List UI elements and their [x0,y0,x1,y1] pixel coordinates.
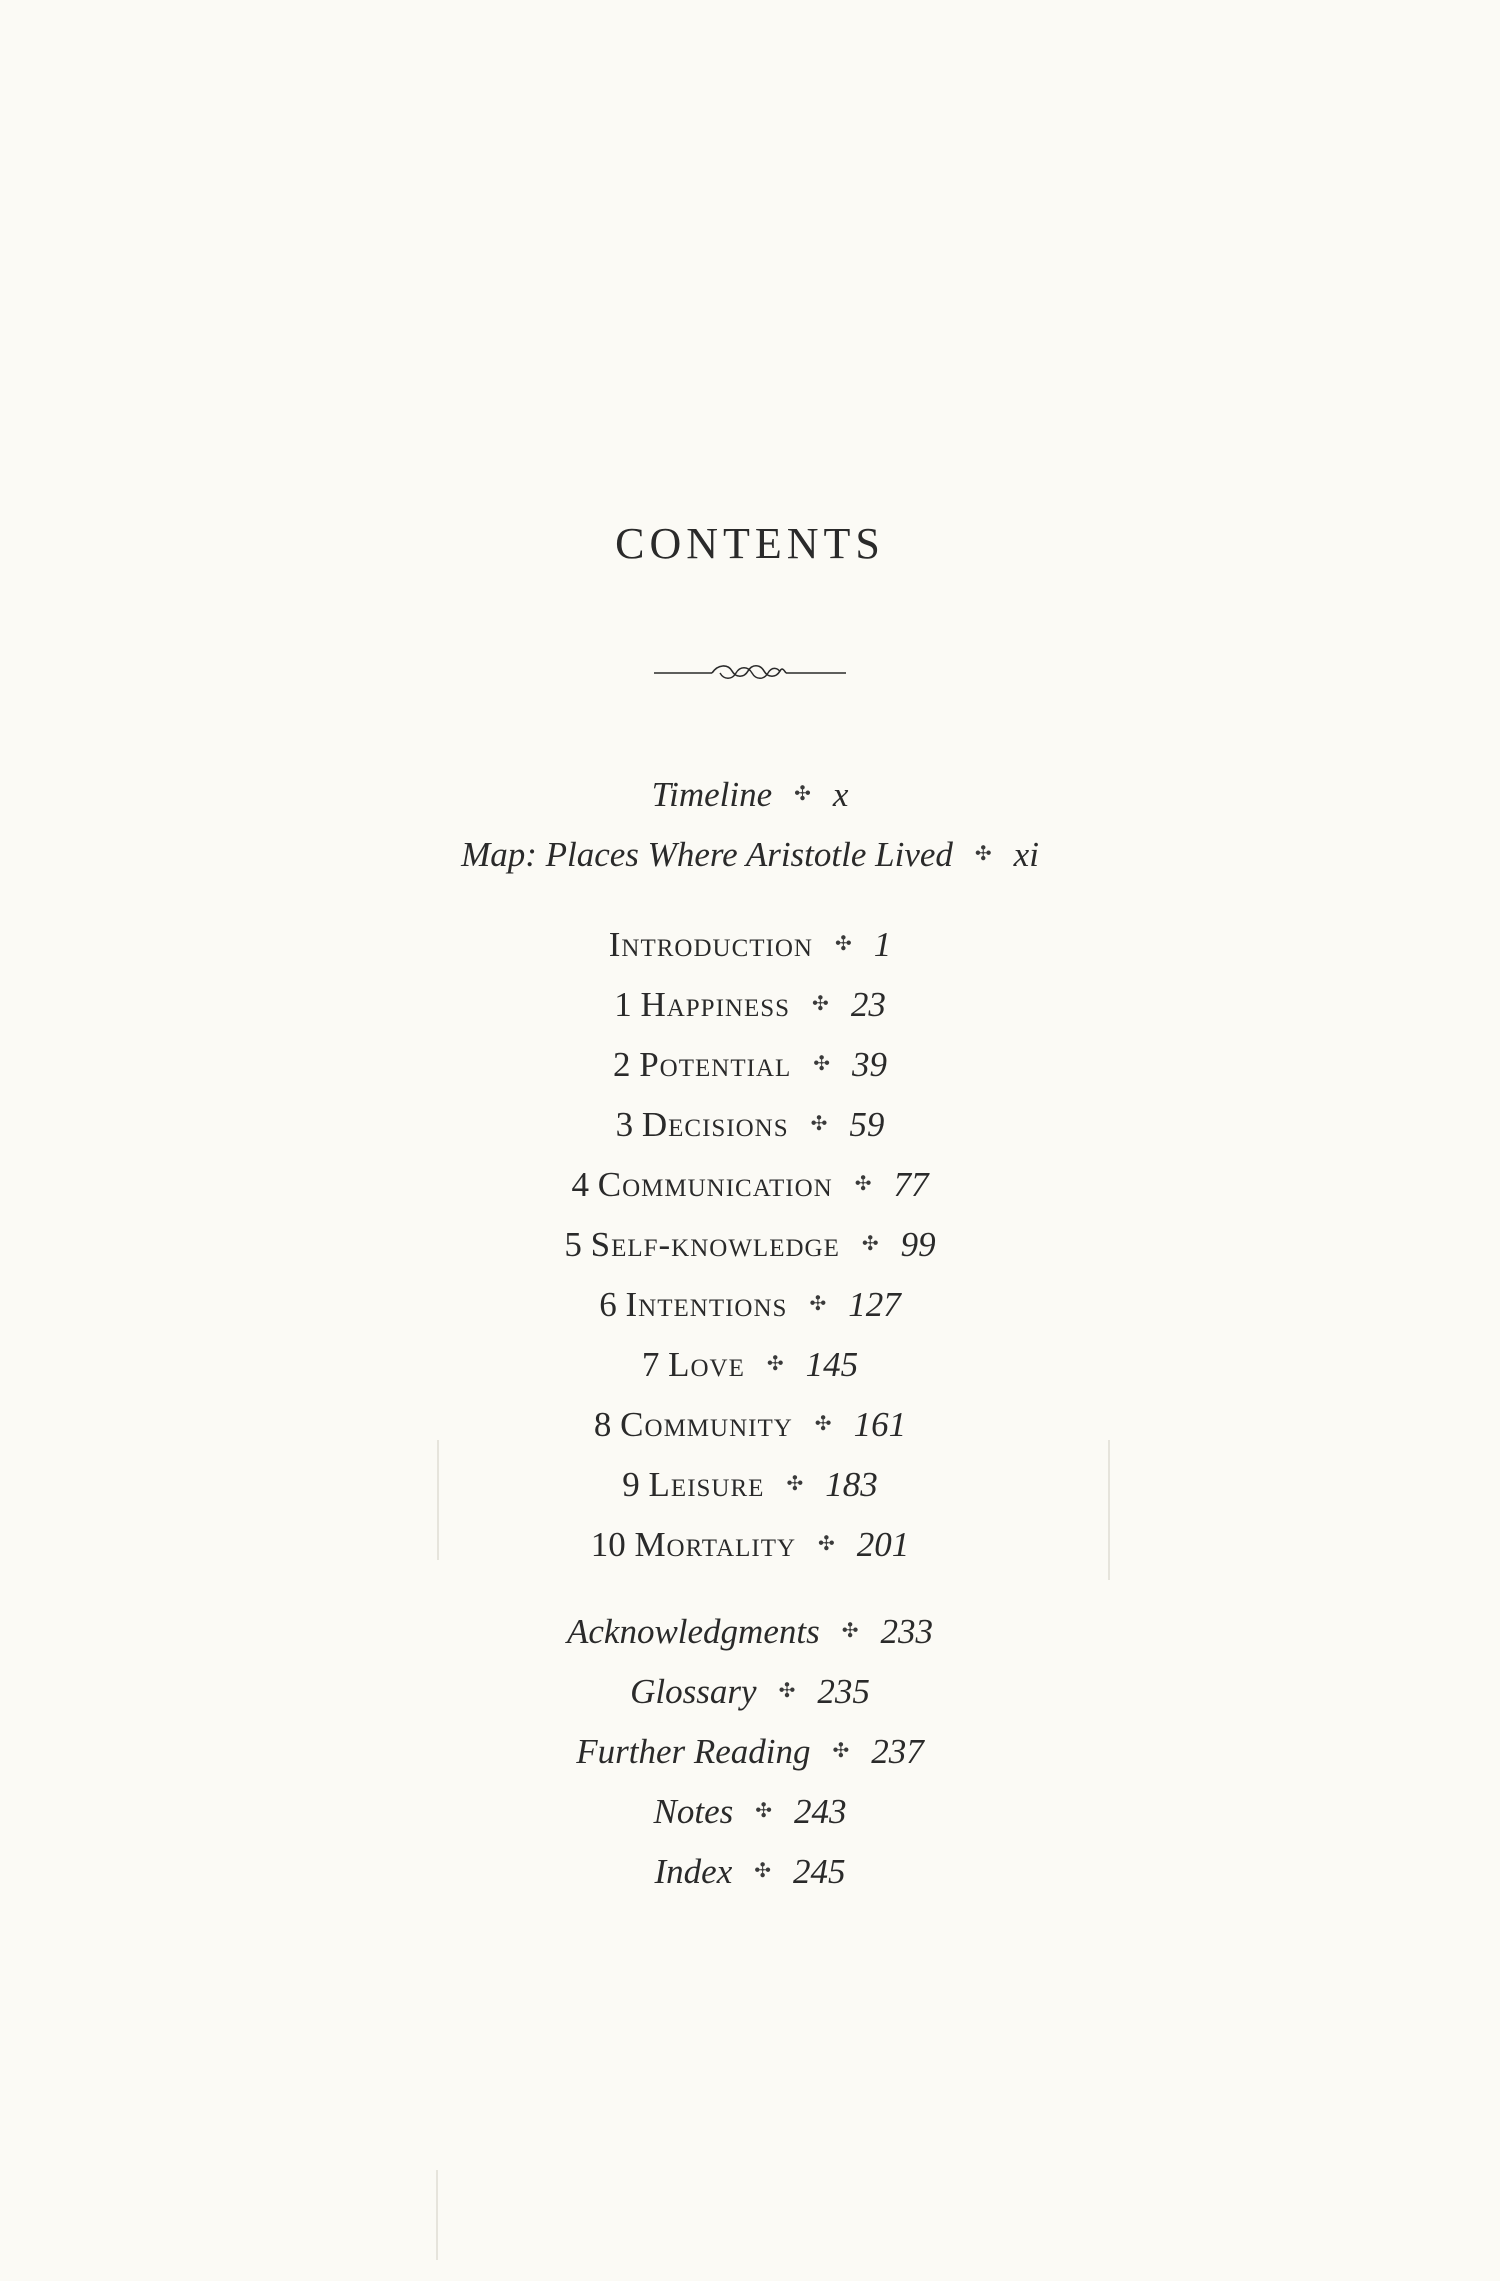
entry-title: Leisure [648,1465,765,1504]
toc-entry-further-reading[interactable] [0,1732,1500,1772]
scan-artifact [436,2170,438,2260]
separator-icon: ✣ [834,933,852,956]
entry-page: 39 [852,1045,888,1084]
toc-entry-chapter[interactable] [0,985,1500,1025]
entry-title: Notes [653,1792,734,1831]
separator-icon: ✣ [786,1473,804,1496]
separator-icon: ✣ [754,1860,771,1883]
toc-entry-index[interactable] [0,1852,1500,1892]
entry-title: Glossary [630,1672,757,1711]
entry-page: 161 [853,1405,907,1444]
entry-page: 77 [893,1165,929,1204]
entry-page: x [832,775,849,814]
toc-entry-map[interactable] [0,835,1500,875]
chapter-number: 10 [590,1525,626,1564]
separator-icon: ✣ [818,1533,835,1556]
separator-icon: ✣ [812,993,829,1016]
entry-title: Map: Places Where Aristotle Lived [461,835,953,874]
toc-entry-chapter[interactable] [0,1045,1500,1085]
separator-icon: ✣ [810,1113,828,1136]
entry-page: 23 [850,985,886,1024]
entry-title: Potential [639,1045,792,1084]
entry-page: 99 [900,1225,936,1264]
chapter-number: 5 [564,1225,582,1264]
entry-title: Index [654,1852,733,1891]
separator-icon: ✣ [794,783,811,806]
chapter-number: 3 [615,1105,634,1144]
entry-page: 243 [794,1792,847,1831]
toc-entry-acknowledgments[interactable] [0,1612,1500,1652]
separator-icon: ✣ [809,1293,827,1316]
entry-title: Introduction [608,925,813,964]
entry-page: 237 [871,1732,924,1771]
separator-icon: ✣ [841,1620,859,1643]
separator-icon: ✣ [861,1233,879,1256]
entry-page: 245 [793,1852,846,1891]
toc-entry-chapter[interactable] [0,1165,1500,1205]
toc-entry-chapter[interactable] [0,1525,1500,1565]
entry-page: 145 [805,1345,859,1384]
toc-entry-notes[interactable] [0,1792,1500,1832]
chapter-number: 8 [593,1405,612,1444]
separator-icon: ✣ [766,1353,784,1376]
chapter-number: 4 [571,1165,590,1204]
separator-icon: ✣ [832,1740,850,1763]
ornament-divider-icon [650,658,850,688]
entry-page: 183 [825,1465,878,1504]
entry-title: Communication [597,1165,833,1204]
entry-page: 235 [817,1672,870,1711]
toc-entry-glossary[interactable] [0,1672,1500,1712]
separator-icon: ✣ [778,1680,796,1703]
entry-title: Intentions [625,1285,788,1324]
chapter-number: 6 [599,1285,617,1324]
separator-icon: ✣ [813,1053,831,1076]
toc-entry-chapter[interactable] [0,1105,1500,1145]
separator-icon: ✣ [814,1413,832,1436]
entry-page: 59 [849,1105,885,1144]
toc-entry-chapter[interactable] [0,1465,1500,1505]
entry-page: xi [1013,835,1039,874]
entry-page: 201 [856,1525,910,1564]
toc-entry-introduction[interactable] [0,925,1500,965]
chapter-number: 7 [641,1345,660,1384]
chapter-number: 1 [614,985,632,1024]
entry-title: Mortality [634,1525,797,1564]
entry-title: Community [620,1405,793,1444]
entry-page: 1 [873,925,892,964]
separator-icon: ✣ [854,1173,872,1196]
entry-page: 233 [880,1612,933,1651]
toc-entry-chapter[interactable] [0,1285,1500,1325]
entry-page: 127 [848,1285,901,1324]
toc-entry-chapter[interactable] [0,1405,1500,1445]
entry-title: Self-knowledge [590,1225,840,1264]
entry-title: Decisions [641,1105,789,1144]
page-title: CONTENTS [615,519,885,568]
toc-entry-chapter[interactable] [0,1225,1500,1265]
entry-title: Happiness [640,985,791,1024]
toc-entry-timeline[interactable] [0,775,1500,815]
entry-title: Further Reading [576,1732,811,1771]
chapter-number: 9 [622,1465,640,1504]
entry-title: Acknowledgments [567,1612,820,1651]
separator-icon: ✣ [755,1800,772,1823]
entry-title: Timeline [651,775,773,814]
separator-icon: ✣ [974,843,992,866]
chapter-number: 2 [612,1045,631,1084]
toc-entry-chapter[interactable] [0,1345,1500,1385]
entry-title: Love [668,1345,745,1384]
